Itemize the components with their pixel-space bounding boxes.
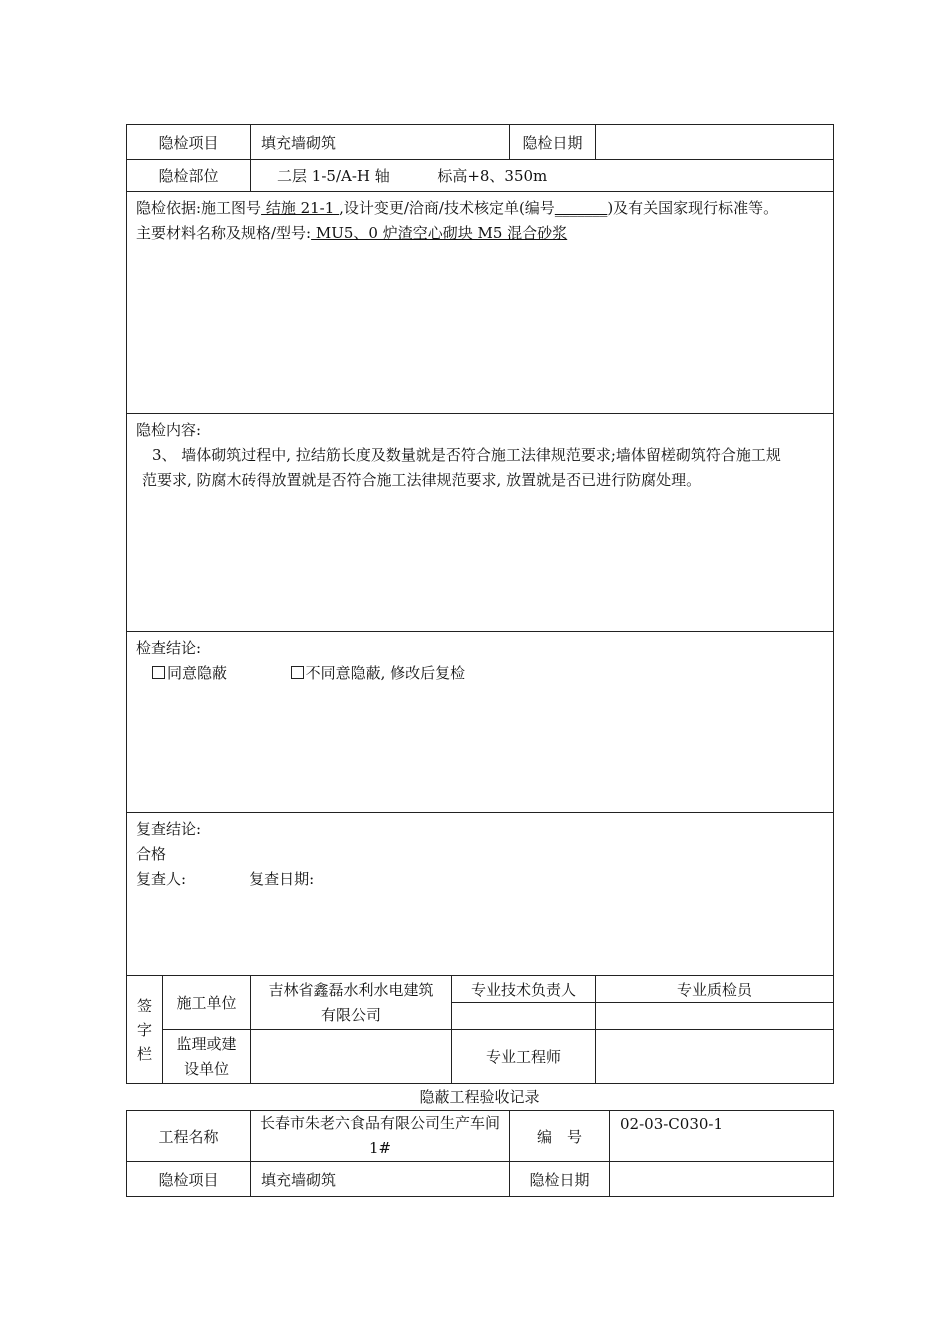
content-block <box>127 414 834 632</box>
check-block <box>127 632 834 813</box>
date-label-2: 隐检日期 <box>510 1162 610 1197</box>
tech-lead-label: 专业技术负责人 <box>452 976 596 1003</box>
recheck-result: 合格 <box>136 845 167 863</box>
item-value-2[interactable]: 填充墙砌筑 <box>251 1162 510 1197</box>
recheck-person-label: 复查人: <box>136 870 187 888</box>
project-name-value[interactable]: 长春市朱老六食品有限公司生产车间 1# <box>251 1111 510 1162</box>
project-table <box>126 1110 834 1197</box>
content-label: 隐检内容: <box>136 421 202 439</box>
recheck-date-label: 复查日期: <box>249 870 315 888</box>
qc-signature[interactable] <box>596 1003 834 1030</box>
sign-side-label <box>127 976 163 1084</box>
form-caption: 隐蔽工程验收记录 <box>419 1088 540 1106</box>
item-value[interactable]: 填充墙砌筑 <box>251 125 510 160</box>
item-label: 隐检项目 <box>127 125 251 160</box>
basis-suffix: )及有关国家现行标准等。 <box>607 199 779 217</box>
basis-prefix: 隐检依据:施工图号 <box>136 199 262 217</box>
approve-checkbox[interactable] <box>152 666 165 679</box>
construction-unit-label: 施工单位 <box>163 976 251 1030</box>
reject-label: 不同意隐蔽, 修改后复检 <box>305 664 466 682</box>
construction-unit-name: 吉林省鑫磊水利水电建筑有限公司 <box>251 976 452 1030</box>
tech-lead-signature[interactable] <box>452 1003 596 1030</box>
drawing-number: 结施 21-1 <box>261 199 340 217</box>
project-name-label: 工程名称 <box>127 1111 251 1162</box>
sign-char-3: 栏 <box>136 1044 152 1063</box>
reject-checkbox[interactable] <box>291 666 304 679</box>
basis-mid: ,设计变更/洽商/技术核定单(编号 <box>339 199 555 217</box>
recheck-label: 复查结论: <box>136 820 202 838</box>
material-label: 主要材料名称及规格/型号: <box>136 224 312 242</box>
approve-label: 同意隐蔽 <box>167 664 228 682</box>
location-axis: 二层 1-5/A-H 轴 <box>277 167 390 185</box>
sign-char-1: 签 <box>136 996 152 1015</box>
location-elevation: 标高+8、350m <box>437 167 548 185</box>
recheck-block <box>127 813 834 976</box>
inspection-table <box>126 124 834 1084</box>
supervisor-unit-name[interactable] <box>251 1030 452 1084</box>
date-value[interactable] <box>596 125 834 160</box>
content-cont: 范要求, 防腐木砖得放置就是否符合施工法律规范要求, 放置就是否已进行防腐处理。 <box>142 471 702 489</box>
qc-label: 专业质检员 <box>596 976 834 1003</box>
sign-char-2: 字 <box>136 1020 152 1039</box>
change-number: _______ <box>554 199 608 217</box>
material-value: MU5、0 炉渣空心砌块 M5 混合砂浆 <box>311 224 568 242</box>
engineer-label: 专业工程师 <box>452 1030 596 1084</box>
basis-block <box>127 192 834 414</box>
supervisor-unit-label: 监理或建设单位 <box>163 1030 251 1084</box>
number-label: 编 号 <box>510 1111 610 1162</box>
engineer-signature[interactable] <box>596 1030 834 1084</box>
date-label: 隐检日期 <box>510 125 596 160</box>
date-value-2[interactable] <box>610 1162 834 1197</box>
location-value[interactable] <box>251 160 834 192</box>
item-label-2: 隐检项目 <box>127 1162 251 1197</box>
check-label: 检查结论: <box>136 639 202 657</box>
content-item: 3、 墙体砌筑过程中, 拉结筋长度及数量就是否符合施工法律规范要求;墙体留槎砌筑符合施工规 <box>152 446 781 464</box>
number-value[interactable]: 02-03-C030-1 <box>610 1111 834 1162</box>
location-label: 隐检部位 <box>127 160 251 192</box>
